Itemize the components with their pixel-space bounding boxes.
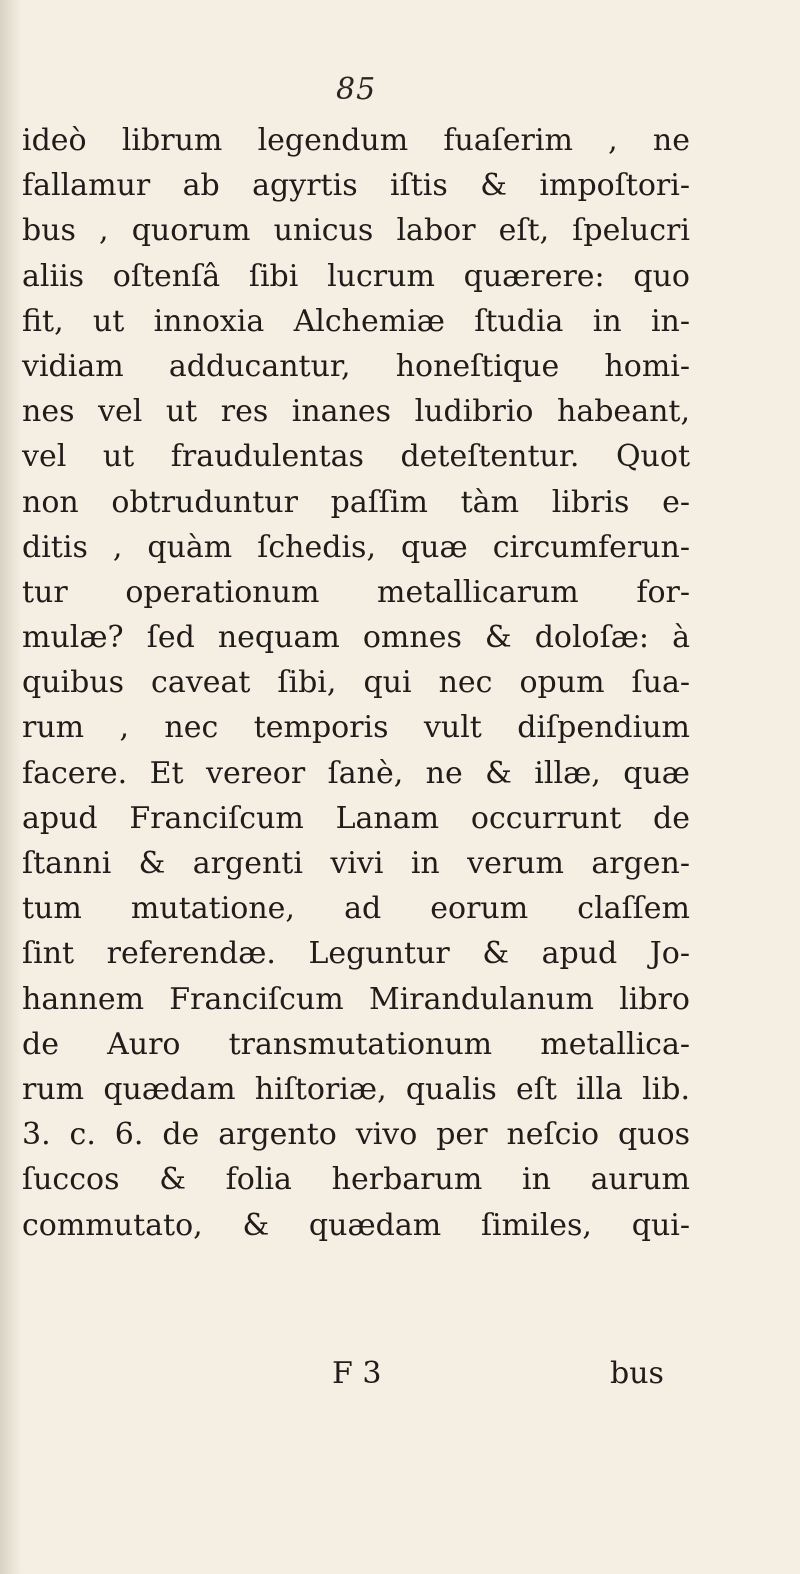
text-line: rum , nec temporis vult diſpendium (22, 710, 690, 746)
text-line: ideò librum legendum fuaſerim , ne (22, 123, 690, 158)
text-line: apud Franciſcum Lanam occurrunt de (22, 800, 690, 836)
text-line: fit, ut innoxia Alchemiæ ſtudia in in- (22, 303, 690, 339)
text-line: mulæ? ſed nequam omnes & doloſæ: à (22, 620, 690, 656)
text-line: hannem Franciſcum Mirandulanum libro (22, 981, 690, 1017)
gutter-shadow (0, 0, 22, 1574)
text-line: quibus caveat ſibi, qui nec opum ſua- (22, 665, 690, 701)
text-line: ſtanni & argenti vivi in verum argen- (22, 846, 690, 881)
text-line: tum mutatione, ad eorum claſſem (22, 891, 690, 927)
text-line: facere. Et vereor ſanè, ne & illæ, quæ (22, 755, 690, 791)
footer-line (0, 1356, 800, 1406)
text-line: 3. c. 6. de argento vivo per neſcio quos (22, 1117, 690, 1153)
text-line: fallamur ab agyrtis iſtis & impoſtori- (22, 168, 690, 204)
text-line: commutato, & quædam ſimiles, qui- (22, 1207, 690, 1243)
body-text (22, 118, 690, 1248)
text-line: nes vel ut res inanes ludibrio habeant, (22, 394, 690, 430)
text-line: de Auro transmutationum metallica- (22, 1026, 690, 1062)
text-line: bus , quorum unicus labor eſt, ſpelucri (22, 213, 690, 249)
page-number: 85 (336, 72, 377, 107)
text-line: tur operationum metallicarum for- (22, 574, 690, 610)
text-line: rum quædam hiſtoriæ, qualis eſt illa lib. (22, 1071, 690, 1107)
signature-mark: F 3 (332, 1356, 382, 1391)
text-line: vel ut fraudulentas deteſtentur. Quot (22, 439, 690, 475)
text-line: ditis , quàm ſchedis, quæ circumferun- (22, 529, 690, 565)
text-line: vidiam adducantur, honeſtique homi- (22, 348, 690, 384)
text-line: non obtruduntur paſſim tàm libris e- (22, 484, 690, 520)
text-line: ſint referendæ. Leguntur & apud Jo- (22, 936, 690, 972)
text-line: aliis oſtenſâ ſibi lucrum quærere: quo (22, 258, 690, 294)
catchword: bus (610, 1356, 664, 1391)
text-line: ſuccos & folia herbarum in aurum (22, 1162, 690, 1198)
